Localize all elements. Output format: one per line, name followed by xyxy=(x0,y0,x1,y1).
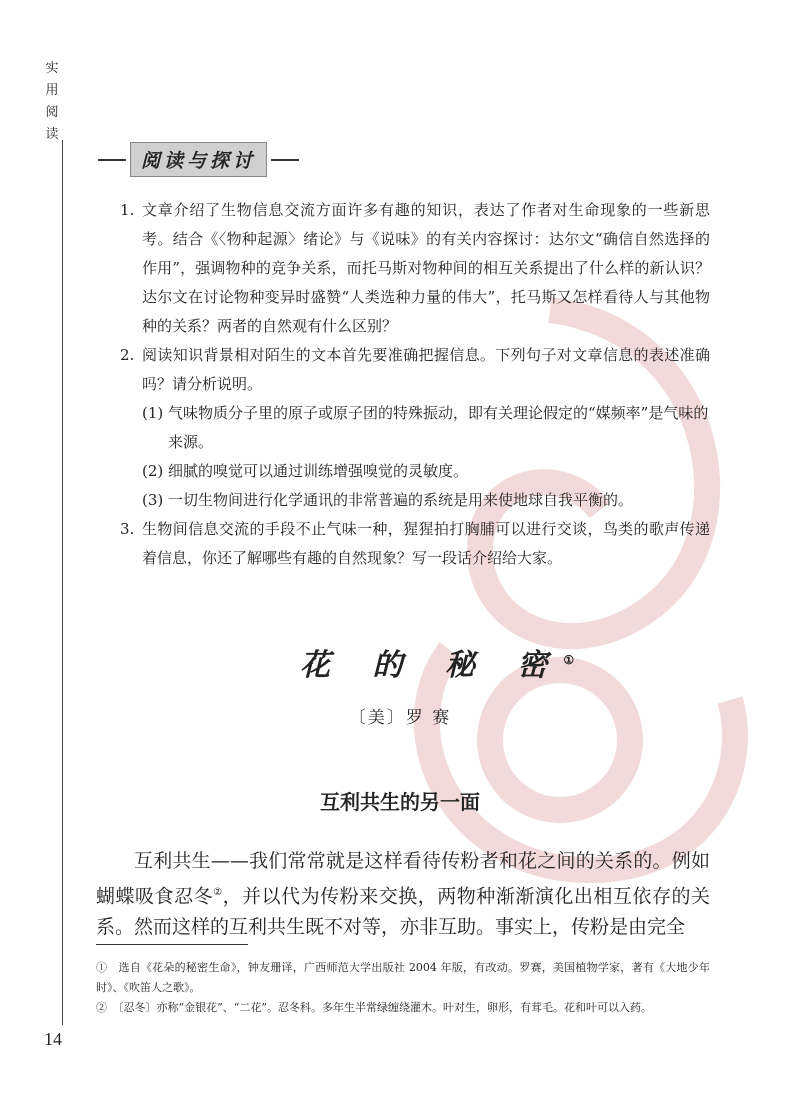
footnotes xyxy=(96,958,710,1018)
column-label-char: 用 xyxy=(45,83,59,98)
body-paragraph xyxy=(96,846,710,943)
sub-question-item xyxy=(120,399,710,457)
footnote-ref[interactable]: ② xyxy=(213,887,223,898)
sub-question-text: 细腻的嗅觉可以通过训练增强嗅觉的灵敏度。 xyxy=(168,462,469,480)
margin-divider xyxy=(62,140,63,1025)
column-label-char: 阅 xyxy=(45,105,59,120)
sub-question-number: (3) xyxy=(142,491,164,509)
question-item xyxy=(120,515,710,573)
article-subheading: 互利共生的另一面 xyxy=(320,790,480,814)
sub-question-item xyxy=(120,457,710,486)
question-list xyxy=(120,196,710,573)
column-label-char: 读 xyxy=(45,127,59,142)
footnote-1: ① 选自《花朵的秘密生命》，钟友珊译，广西师范大学出版社 2004 年版，有改动。罗赛，美国植物学家，著有《大地少年时》、《吹笛人之歌》。 xyxy=(96,961,710,994)
section-heading xyxy=(98,142,299,177)
sub-question-number: (2) xyxy=(142,462,164,480)
question-text: 生物间信息交流的手段不止气味一种，猩猩拍打胸脯可以进行交谈，鸟类的歌声传递着信息，你还了解哪些有趣的自然现象？写一段话介绍给大家。 xyxy=(142,520,710,567)
question-number: 1. xyxy=(120,201,135,219)
title-footnote-ref[interactable]: ① xyxy=(563,653,575,667)
question-item xyxy=(120,196,710,341)
sub-question-text: 一切生物间进行化学通讯的非常普遍的系统是用来使地球自我平衡的。 xyxy=(168,491,634,509)
column-label-char: 实 xyxy=(45,61,59,76)
question-number: 3. xyxy=(120,520,135,538)
page-number: 14 xyxy=(44,1029,62,1049)
column-label xyxy=(40,58,64,146)
question-text: 文章介绍了生物信息交流方面许多有趣的知识，表达了作者对生命现象的一些新思考。结合《〈物种起源〉绪论》与《说味》的有关内容探讨：达尔文“确信自然选择的作用”，强调物种的竞争关系，而托马斯对物种间的相互关系提出了什么样的新认识？达尔文在讨论物种变异时盛赞“人类选种力量的伟大”，托马斯又怎样看待人与其他物种的关系？两者的自然观有什么区别？ xyxy=(142,201,710,335)
article-title-text: 花 的 秘 密 xyxy=(300,648,564,683)
heading-rule-left xyxy=(98,159,126,161)
heading-rule-right xyxy=(271,159,299,161)
question-text: 阅读知识背景相对陌生的文本首先要准确把握信息。下列句子对文章信息的表述准确吗？请分析说明。 xyxy=(142,346,710,393)
sub-question-item xyxy=(120,486,710,515)
question-item xyxy=(120,341,710,399)
article-author: 〔美〕罗 赛 xyxy=(348,708,452,728)
section-heading-label: 阅读与探讨 xyxy=(130,142,267,177)
footnote-2: ② 〔忍冬〕亦称“金银花”、“二花”。忍冬科。多年生半常绿缠绕灌木。叶对生，卵形，有茸毛。花和叶可以入药。 xyxy=(96,1001,652,1014)
footnote-rule xyxy=(96,944,248,945)
sub-question-text: 气味物质分子里的原子或原子团的特殊振动，即有关理论假定的“媒频率”是气味的来源。 xyxy=(168,404,709,451)
sub-question-number: (1) xyxy=(142,404,164,422)
paragraph-text-start: 互利共生——我们常常就是这样看待传粉者和花之间的关系的。例如蝴蝶吸食忍冬 xyxy=(96,850,710,908)
paragraph-text-end: ，并以代为传粉来交换，两物种渐渐演化出相互依存的关系。然而这样的互利共生既不对等，亦非互助。事实上，传粉是由完全 xyxy=(96,885,710,939)
article-title xyxy=(300,640,574,684)
question-number: 2. xyxy=(120,346,135,364)
